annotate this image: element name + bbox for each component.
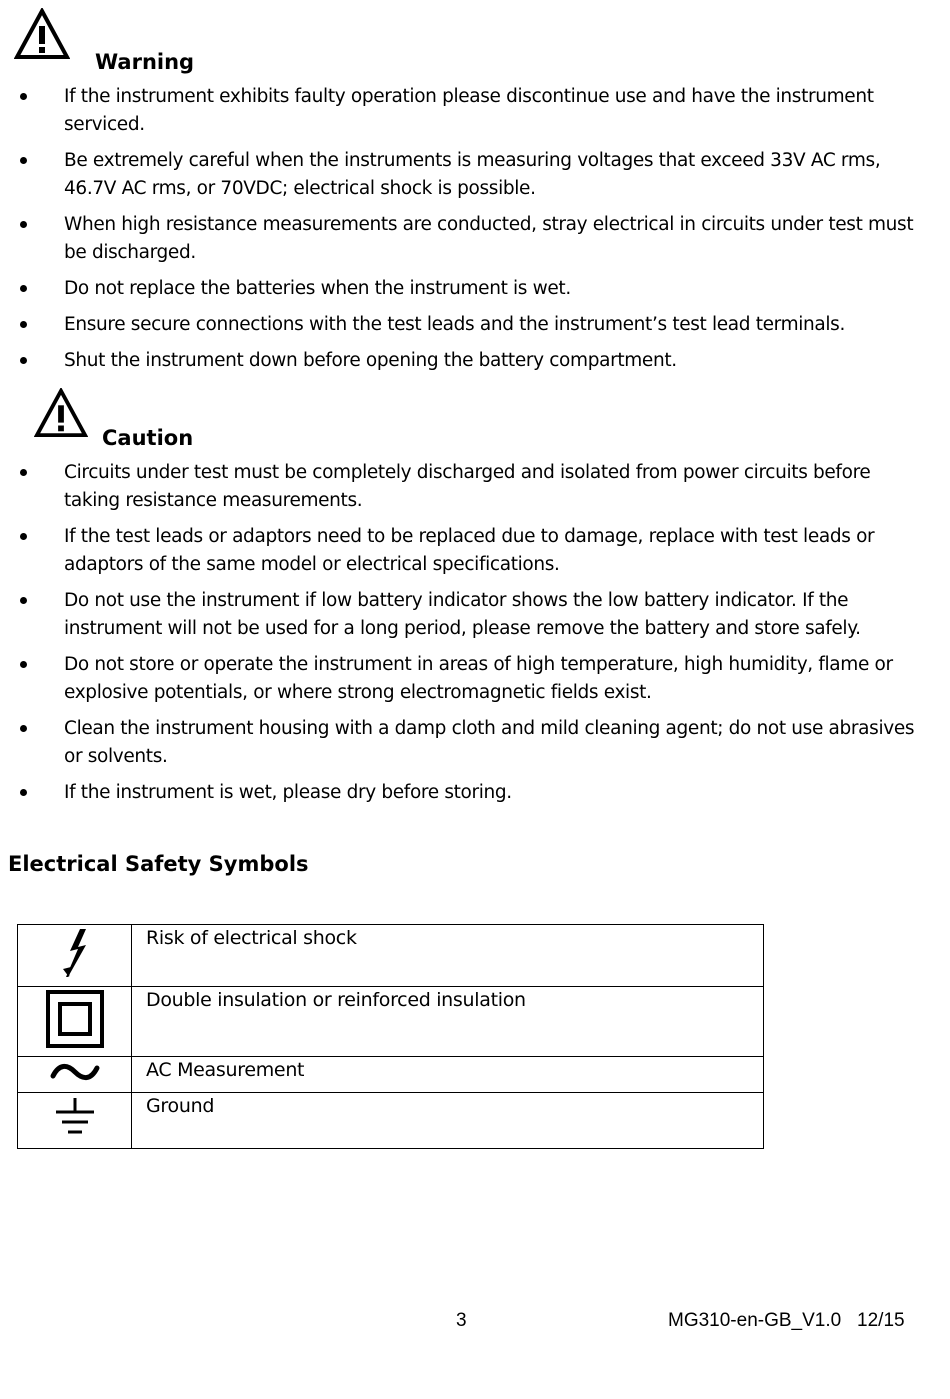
list-item: If the instrument is wet, please dry before storing. [0, 779, 950, 807]
list-item: When high resistance measurements are conducted, stray electrical in circuits under test must be discharged. [0, 211, 950, 267]
table-row [18, 987, 764, 1057]
list-item: Do not store or operate the instrument in areas of high temperature, high humidity, flame or explosive potentials, or where strong electromagnetic fields exist. [0, 651, 950, 707]
table-row [18, 1093, 764, 1149]
warning-header [14, 8, 195, 74]
symbol-description: Risk of electrical shock [132, 925, 764, 987]
symbols-heading: Electrical Safety Symbols [8, 852, 309, 876]
caution-title: Caution [102, 426, 194, 450]
list-item: Clean the instrument housing with a damp cloth and mild cleaning agent; do not use abrasives or solvents. [0, 715, 950, 771]
page-number: 3 [456, 1310, 467, 1331]
warning-list [0, 83, 950, 383]
double-square-insulation-icon [45, 989, 105, 1049]
symbol-cell [18, 987, 132, 1057]
warning-triangle-icon [14, 8, 70, 60]
symbol-cell [18, 1057, 132, 1093]
warning-title: Warning [95, 50, 195, 74]
symbol-description: Ground [132, 1093, 764, 1149]
symbol-cell [18, 1093, 132, 1149]
list-item: Circuits under test must be completely discharged and isolated from power circuits before taking resistance measurements. [0, 459, 950, 515]
list-item: Do not use the instrument if low battery indicator shows the low battery indicator. If the instrument will not be used for a long period, please remove the battery and store safely. [0, 587, 950, 643]
list-item: Do not replace the batteries when the instrument is wet. [0, 275, 950, 303]
document-id: MG310-en-GB_V1.0 12/15 [668, 1310, 905, 1331]
symbol-description: AC Measurement [132, 1057, 764, 1093]
caution-list [0, 459, 950, 815]
caution-header [34, 388, 194, 450]
list-item: If the instrument exhibits faulty operation please discontinue use and have the instrument serviced. [0, 83, 950, 139]
list-item: If the test leads or adaptors need to be replaced due to damage, replace with test leads or adaptors of the same model or electrical specifications. [0, 523, 950, 579]
tilde-ac-icon [49, 1060, 101, 1084]
warning-triangle-icon [34, 388, 88, 438]
symbols-table [17, 924, 764, 1149]
table-row [18, 1057, 764, 1093]
ground-icon [53, 1096, 97, 1140]
table-row [18, 925, 764, 987]
list-item: Shut the instrument down before opening the battery compartment. [0, 347, 950, 375]
symbol-description: Double insulation or reinforced insulation [132, 987, 764, 1057]
list-item: Be extremely careful when the instruments is measuring voltages that exceed 33V AC rms, 46.7V AC rms, or 70VDC; electrical shock is possible. [0, 147, 950, 203]
list-item: Ensure secure connections with the test leads and the instrument’s test lead terminals. [0, 311, 950, 339]
symbol-cell [18, 925, 132, 987]
lightning-bolt-icon [60, 927, 90, 979]
